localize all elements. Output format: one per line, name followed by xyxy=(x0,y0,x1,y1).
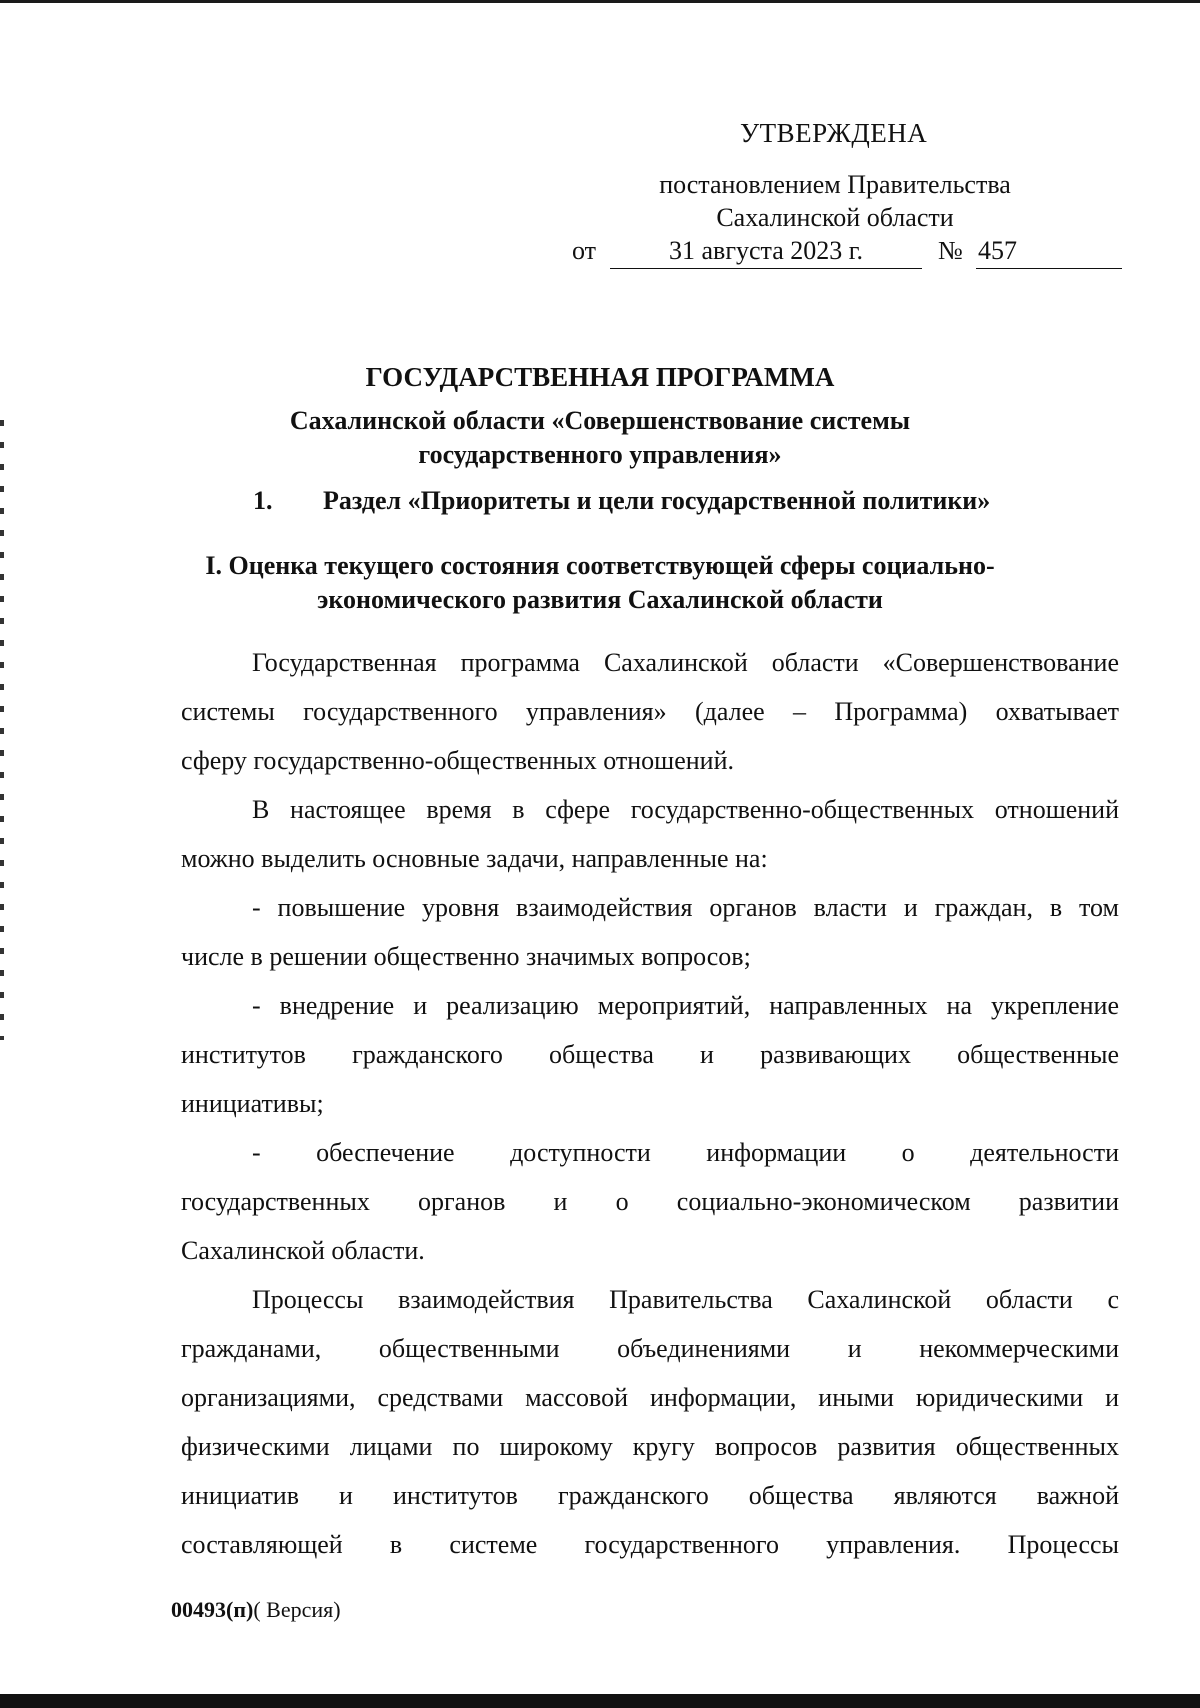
body-line: Сахалинской области. xyxy=(181,1236,425,1265)
body-line: инициатив и институтов гражданского общества являются важной xyxy=(181,1481,1119,1510)
body-line: - внедрение и реализацию мероприятий, направленных на укрепление xyxy=(252,991,1119,1020)
body-line: сферу государственно-общественных отношений. xyxy=(181,746,734,775)
body-line: Процессы взаимодействия Правительства Сахалинской области с xyxy=(252,1285,1119,1314)
scan-edge-top xyxy=(0,0,1200,3)
body-line: государственных органов и о социально-экономическом развитии xyxy=(181,1187,1119,1216)
section-title: Раздел «Приоритеты и цели государственной политики» xyxy=(323,486,991,515)
footer-code: 00493(п) xyxy=(171,1597,254,1622)
body-line: В настоящее время в сфере государственно-общественных отношений xyxy=(252,795,1119,824)
body-line: можно выделить основные задачи, направленные на: xyxy=(181,844,768,873)
scan-edge-left xyxy=(0,420,4,1040)
program-subtitle-line-2: государственного управления» xyxy=(418,440,782,469)
body-line: числе в решении общественно значимых вопросов; xyxy=(181,942,751,971)
date-from-label: от xyxy=(572,236,597,265)
body-line: физическими лицами по широкому кругу вопросов развития общественных xyxy=(181,1432,1119,1461)
body-line: Государственная программа Сахалинской области «Совершенствование xyxy=(252,648,1119,677)
approval-line-1: постановлением Правительства xyxy=(659,170,1011,199)
body-line: организациями, средствами массовой информации, иными юридическими и xyxy=(181,1383,1119,1412)
footer-version: ( Версия) xyxy=(253,1597,341,1622)
subsection-heading-line-2: экономического развития Сахалинской области xyxy=(317,585,883,614)
subsection-heading-line-1: I. Оценка текущего состояния соответствующей сферы социально- xyxy=(205,551,995,580)
body-line: - обеспечение доступности информации о деятельности xyxy=(252,1138,1119,1167)
body-line: - повышение уровня взаимодействия органов власти и граждан, в том xyxy=(252,893,1119,922)
program-title: ГОСУДАРСТВЕННАЯ ПРОГРАММА xyxy=(365,362,835,392)
approval-title: УТВЕРЖДЕНА xyxy=(740,118,928,148)
body-line: системы государственного управления» (далее – Программа) охватывает xyxy=(181,697,1119,726)
scan-edge-bottom xyxy=(0,1694,1200,1708)
body-line: институтов гражданского общества и развивающих общественные xyxy=(181,1040,1119,1069)
body-line: составляющей в системе государственного управления. Процессы xyxy=(181,1530,1119,1559)
body-line: гражданами, общественными объединениями и некоммерческими xyxy=(181,1334,1119,1363)
approval-number: 457 xyxy=(976,236,1122,269)
section-number: 1. xyxy=(253,486,273,515)
number-label: № xyxy=(938,236,963,265)
approval-line-2: Сахалинской области xyxy=(716,203,954,232)
approval-date: 31 августа 2023 г. xyxy=(610,236,922,269)
body-line: инициативы; xyxy=(181,1089,324,1118)
document-footer xyxy=(171,1597,341,1623)
program-subtitle-line-1: Сахалинской области «Совершенствование системы xyxy=(289,406,911,435)
